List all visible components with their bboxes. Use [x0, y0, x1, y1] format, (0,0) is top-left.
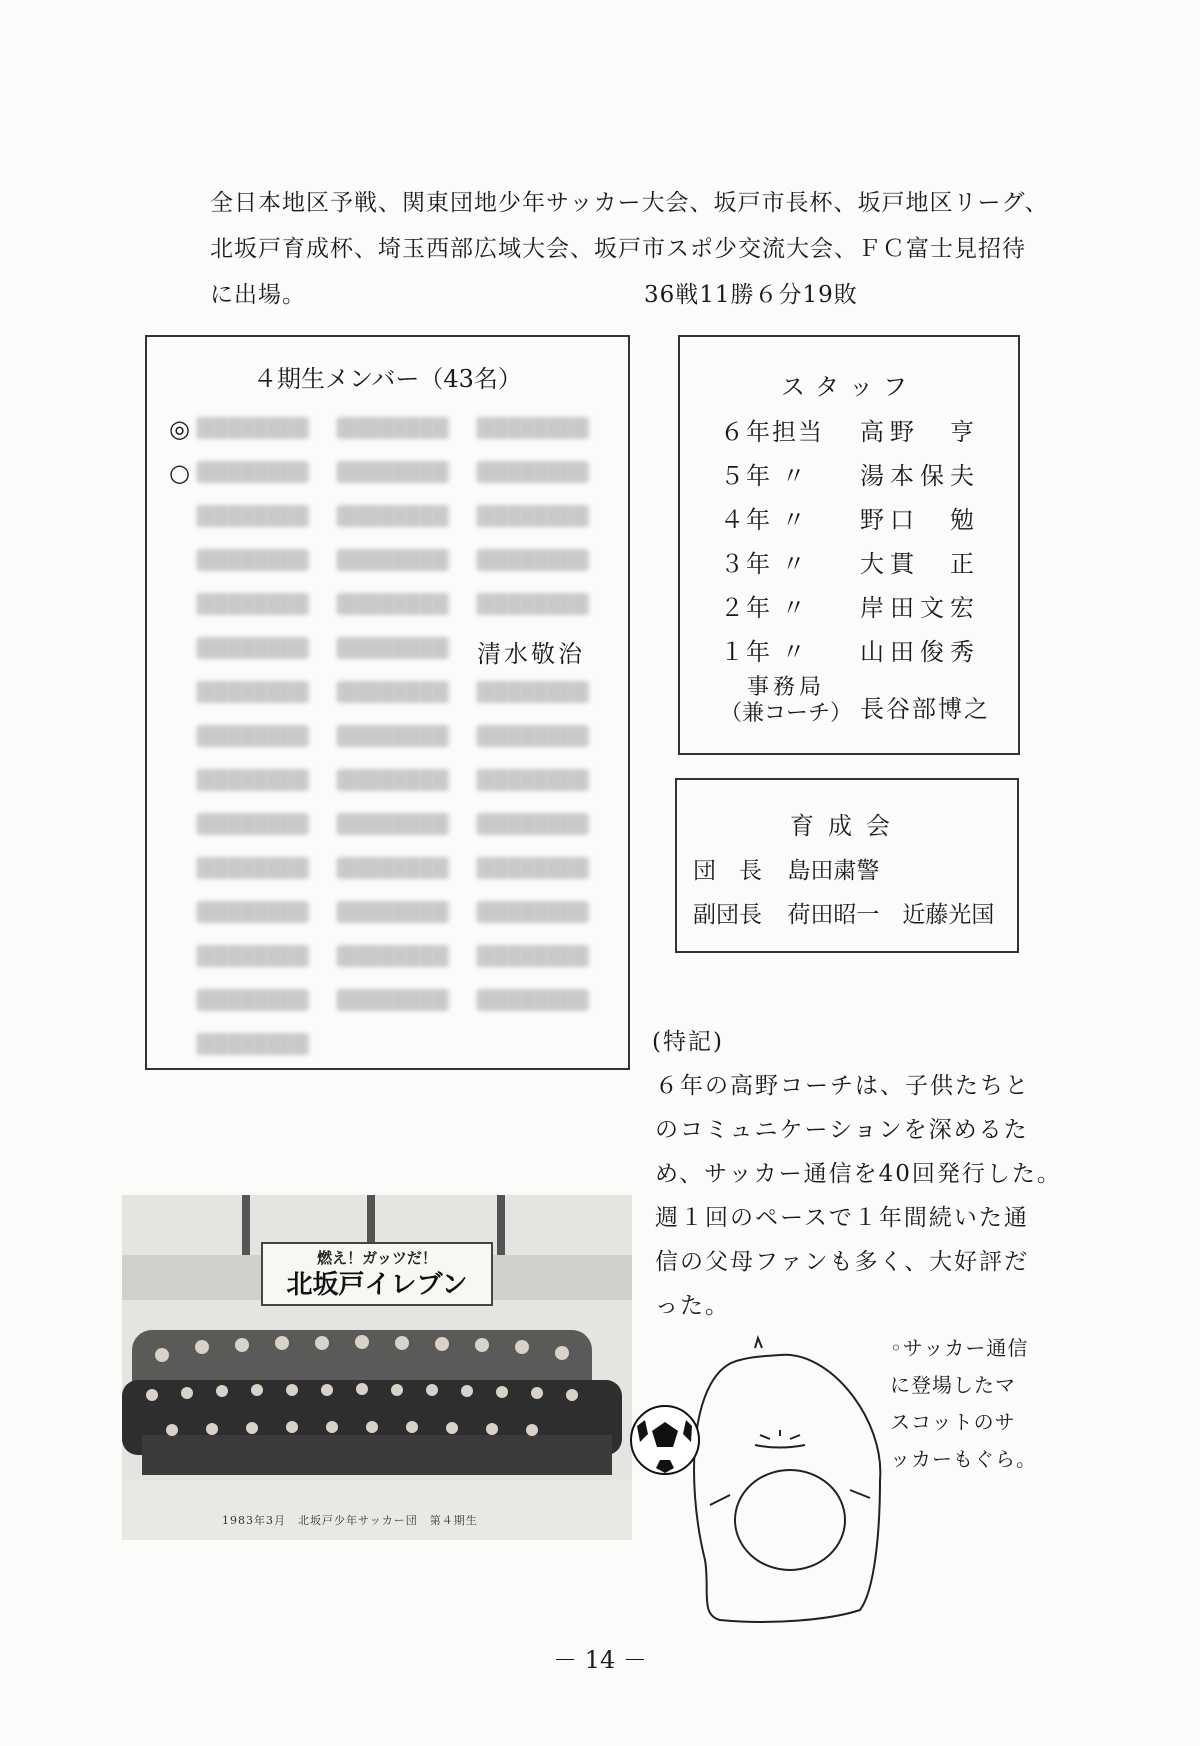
staff-title: スタッフ [781, 373, 917, 401]
note-line: 週１回のペースで１年間続いた通 [655, 1205, 1029, 1231]
members-row [197, 453, 617, 497]
redacted-name [337, 725, 449, 747]
note-heading: (特記) [652, 1029, 724, 1055]
banner-text: 北坂戸イレブン [286, 1269, 468, 1299]
staff-name: 山田俊秀 [860, 638, 980, 666]
redacted-name [477, 945, 589, 967]
redacted-name [477, 989, 589, 1011]
redacted-name [337, 549, 449, 571]
redacted-name [197, 549, 309, 571]
leader-name: 島田粛警 [787, 858, 880, 884]
team-photo [122, 1195, 632, 1540]
mascot-line: に登場したマ [890, 1373, 1016, 1397]
staff-role [720, 675, 852, 727]
redacted-name [197, 681, 309, 703]
note-line: 信の父母ファンも多く、大好評だ [655, 1249, 1030, 1275]
staff-name: 岸田文宏 [860, 594, 980, 622]
redacted-name [477, 813, 589, 835]
redacted-name [337, 461, 449, 483]
redacted-name [337, 901, 449, 923]
leader-label: 団 長 [693, 858, 762, 884]
redacted-name [197, 637, 309, 659]
ikusei-title: 育成会 [790, 812, 904, 840]
redacted-name [337, 505, 449, 527]
staff-name: 高野 亨 [860, 418, 980, 446]
mascot-caption [890, 1330, 1037, 1478]
members-row [197, 1025, 617, 1069]
member-name: 清水敬治 [477, 639, 585, 668]
staff-name: 湯本保夫 [860, 462, 980, 490]
redacted-name [477, 681, 589, 703]
vice-label: 副団長 [693, 902, 762, 928]
staff-role: ５年 〃 [720, 462, 808, 490]
redacted-name [197, 1033, 309, 1055]
redacted-name [337, 417, 449, 439]
redacted-name [197, 989, 309, 1011]
special-note [652, 1020, 1075, 1328]
redacted-name [477, 857, 589, 879]
members-box [145, 335, 630, 1070]
redacted-name [337, 637, 449, 659]
staff-name: 野口 勉 [860, 506, 980, 534]
members-row [197, 585, 617, 629]
redacted-name [337, 593, 449, 615]
members-row [197, 673, 617, 717]
redacted-name [477, 417, 589, 439]
members-row [197, 893, 617, 937]
staff-box [678, 335, 1020, 755]
redacted-name [477, 769, 589, 791]
note-line: のコミュニケーションを深めるた [655, 1117, 1029, 1143]
staff-role: ６年担当 [720, 418, 824, 446]
members-row [197, 981, 617, 1025]
vice-captain-mark: ○ [169, 459, 190, 487]
members-row [197, 849, 617, 893]
redacted-name [197, 505, 309, 527]
members-row [197, 805, 617, 849]
redacted-name [337, 813, 449, 835]
redacted-name [197, 725, 309, 747]
office-role-sub: （兼コーチ） [720, 701, 853, 726]
note-line: ６年の高野コーチは、子供たちと [655, 1073, 1030, 1099]
intro-line: 北坂戸育成杯、埼玉西部広域大会、坂戸市スポ少交流大会、ＦＣ富士見招待 [210, 236, 1026, 262]
note-line: った。 [655, 1293, 730, 1319]
ikusei-vice-row [693, 896, 994, 929]
captain-mark: ◎ [169, 415, 190, 443]
staff-name: 大貫 正 [860, 550, 980, 578]
photo-caption: 1983年3月 北坂戸少年サッカー団 第４期生 [222, 1514, 478, 1527]
members-grid [197, 409, 617, 1069]
members-row [197, 629, 617, 673]
ikusei-box [675, 778, 1019, 953]
team-photo-graphic [122, 1195, 632, 1540]
mascot-illustration [630, 1330, 910, 1630]
note-line: め、サッカー通信を40回発行した。 [655, 1161, 1062, 1187]
members-row [197, 497, 617, 541]
banner-small-text: 燃え！ガッツだ！ [317, 1250, 437, 1267]
redacted-name [197, 417, 309, 439]
staff-name: 長谷部博之 [860, 695, 990, 723]
redacted-name [197, 945, 309, 967]
redacted-name [477, 901, 589, 923]
redacted-name [337, 857, 449, 879]
mascot-line: ッカーもぐら。 [890, 1447, 1037, 1471]
mascot-line: スコットのサ [890, 1410, 1016, 1434]
members-title: ４期生メンバー（43名） [253, 365, 522, 393]
redacted-name [477, 549, 589, 571]
members-row [197, 409, 617, 453]
mascot-line: ◦サッカー通信 [890, 1336, 1029, 1360]
staff-role: ３年 〃 [720, 550, 808, 578]
redacted-name [477, 593, 589, 615]
staff-role: ４年 〃 [720, 506, 808, 534]
soccer-ball-icon [631, 1406, 699, 1474]
intro-line: 全日本地区予戦、関東団地少年サッカー大会、坂戸市長杯、坂戸地区リーグ、 [210, 190, 1049, 216]
redacted-name [337, 989, 449, 1011]
redacted-name [197, 769, 309, 791]
members-row [197, 761, 617, 805]
redacted-name [197, 461, 309, 483]
redacted-name [477, 505, 589, 527]
redacted-name [197, 593, 309, 615]
members-row [197, 541, 617, 585]
redacted-name [477, 461, 589, 483]
season-record: 36戦11勝６分19敗 [644, 282, 858, 308]
staff-role: １年 〃 [720, 638, 808, 666]
ikusei-leader-row [693, 852, 879, 885]
vice-names: 荷田昭一 近藤光国 [787, 902, 995, 928]
intro-paragraph [210, 180, 1070, 318]
intro-line: に出場。 [210, 282, 306, 308]
redacted-name [197, 901, 309, 923]
redacted-name [337, 945, 449, 967]
redacted-name [337, 769, 449, 791]
redacted-name [477, 725, 589, 747]
staff-role: ２年 〃 [720, 594, 808, 622]
redacted-name [337, 681, 449, 703]
redacted-name [197, 813, 309, 835]
redacted-name [197, 857, 309, 879]
members-row [197, 937, 617, 981]
members-row [197, 717, 617, 761]
staff-row [720, 675, 1010, 735]
office-role: 事務局 [747, 675, 826, 700]
page-number: － 14 － [553, 1646, 647, 1674]
